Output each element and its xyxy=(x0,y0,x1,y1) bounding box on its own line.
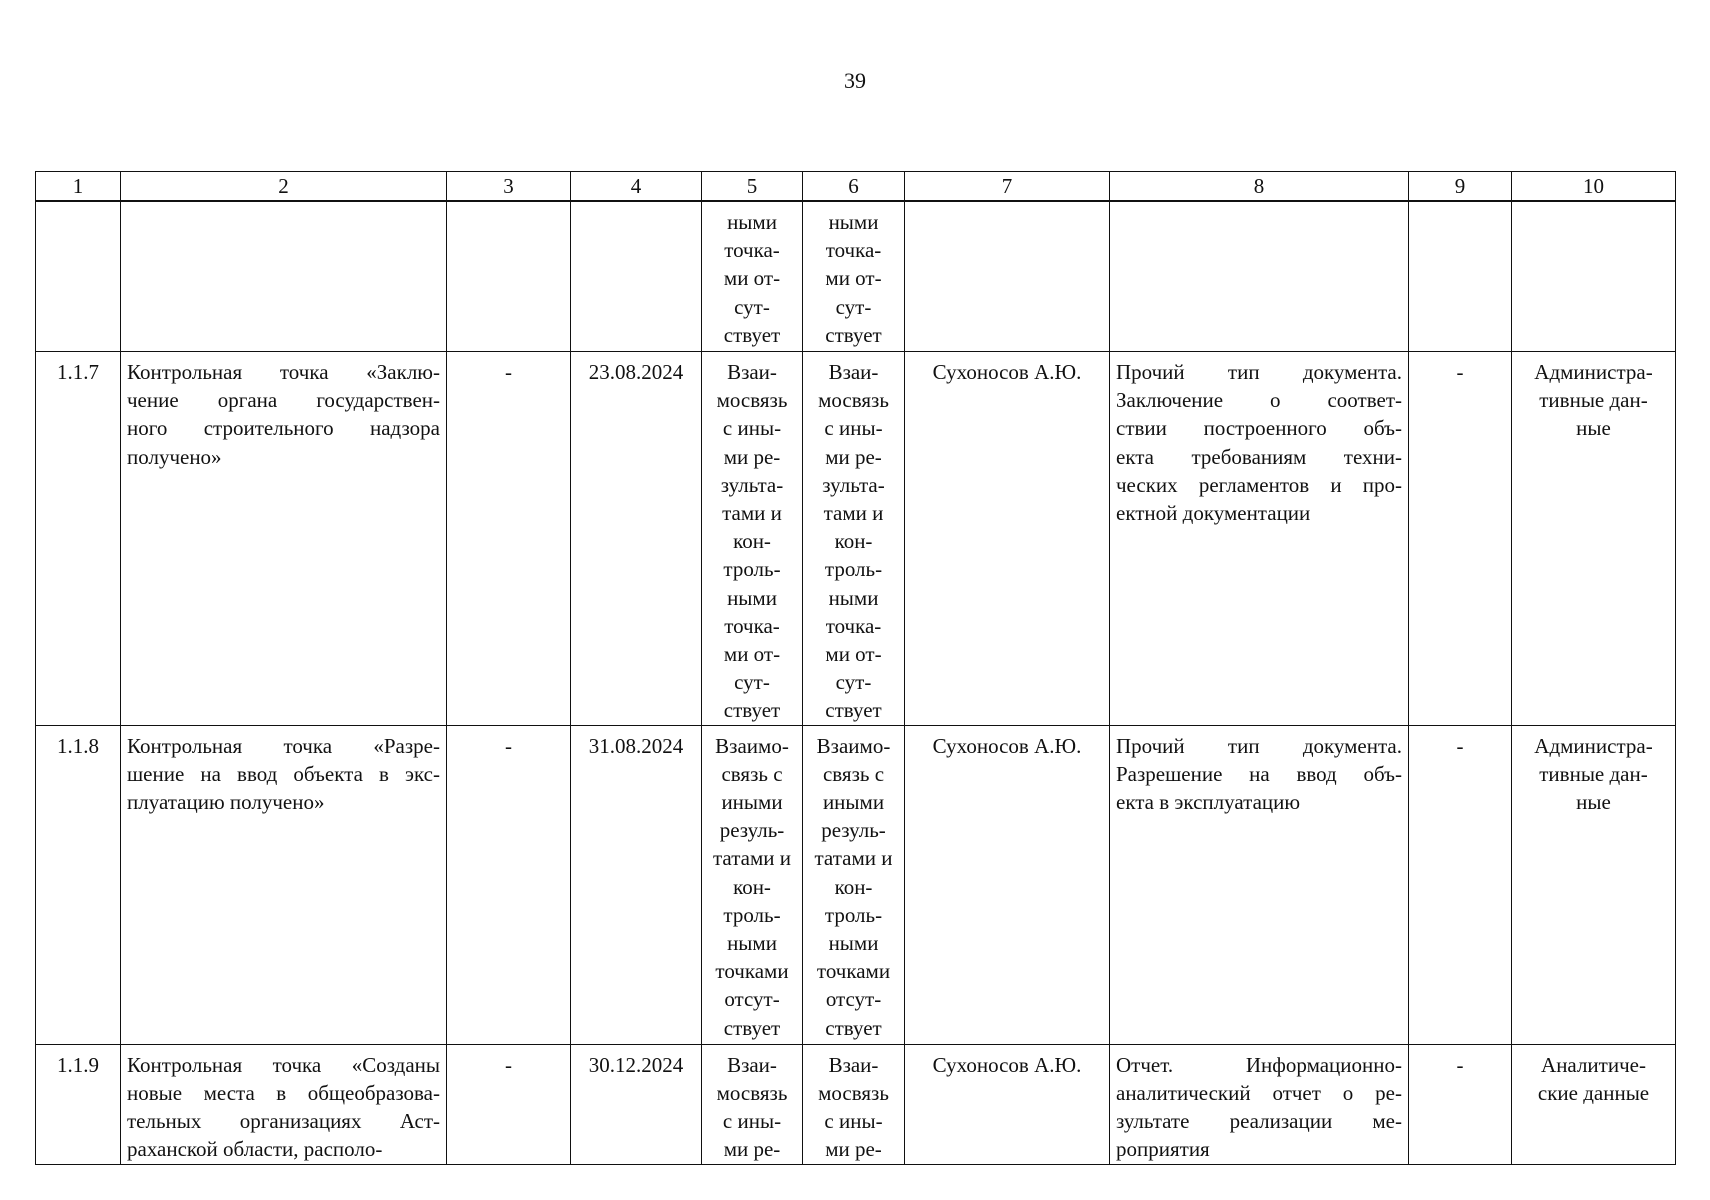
text-line: ми от- xyxy=(723,266,781,291)
text-line: зульта- xyxy=(822,472,885,497)
document-type-cell xyxy=(1110,201,1409,352)
date-cell: 31.08.2024 xyxy=(571,725,702,1044)
text-line: резуль- xyxy=(719,818,785,843)
row-number-cell: 1.1.9 xyxy=(36,1044,121,1164)
text-line: ствует xyxy=(723,698,781,723)
text-line: роприятия xyxy=(1116,1137,1210,1162)
text-line: Разрешение на ввод объ- xyxy=(1116,761,1402,786)
text-line: зультате реализации ме- xyxy=(1116,1109,1402,1134)
text-line: ствии построенного объ- xyxy=(1116,416,1402,441)
relation-cell-6 xyxy=(803,725,905,1044)
document-type-cell xyxy=(1110,725,1409,1044)
text-line: Взаи- xyxy=(727,1052,777,1077)
text-line: сут- xyxy=(835,294,872,319)
table-row xyxy=(36,725,1676,1044)
text-line: ми от- xyxy=(723,642,781,667)
text-line: ными xyxy=(727,585,777,610)
text-line: ствует xyxy=(825,322,882,347)
text-line: Взаи- xyxy=(828,1052,879,1077)
text-line: отсут- xyxy=(825,987,882,1012)
text-line: ми ре- xyxy=(825,1137,882,1162)
relation-cell-6 xyxy=(803,1044,905,1164)
text-line: кон- xyxy=(733,529,771,554)
date-cell: 30.12.2024 xyxy=(571,1044,702,1164)
column-header: 10 xyxy=(1512,172,1676,202)
row-number-cell: 1.1.7 xyxy=(36,352,121,726)
text-line: раханской области, располо- xyxy=(127,1137,383,1162)
column-9-cell xyxy=(1409,201,1512,352)
text-line: мосвязь xyxy=(716,1080,788,1105)
text-line: сут- xyxy=(734,294,770,319)
text-line: ными xyxy=(828,210,879,234)
document-type-cell xyxy=(1110,1044,1409,1164)
text-line: ного строительного надзора xyxy=(127,416,440,441)
text-line: ствует xyxy=(723,1015,781,1040)
text-line: шение на ввод объекта в экс- xyxy=(127,761,440,786)
text-line: екта требованиям техни- xyxy=(1116,444,1402,469)
control-point-name-cell xyxy=(121,1044,447,1164)
text-line: ми от- xyxy=(825,642,882,667)
text-line: ми от- xyxy=(825,266,882,291)
relation-cell-5 xyxy=(702,1044,803,1164)
text-line: ствует xyxy=(825,698,882,723)
relation-cell-5 xyxy=(702,725,803,1044)
row-number-cell: 1.1.8 xyxy=(36,725,121,1044)
responsible-cell xyxy=(905,201,1110,352)
table-body xyxy=(36,201,1676,1164)
text-line: Взаимо- xyxy=(816,733,891,758)
table-row xyxy=(36,352,1676,726)
text-line: Контрольная точка «Заклю- xyxy=(127,360,440,384)
text-line: иными xyxy=(721,790,783,815)
text-line: Отчет. Информационно- xyxy=(1116,1052,1402,1077)
text-line: Администра- xyxy=(1534,733,1653,758)
text-line: Взаимо- xyxy=(715,733,789,758)
text-line: получено» xyxy=(127,444,222,469)
column-header: 5 xyxy=(702,172,803,202)
text-line: отсут- xyxy=(724,987,780,1012)
text-line: тельных организациях Аст- xyxy=(127,1109,440,1134)
text-line: точка- xyxy=(825,238,882,263)
text-line: мосвязь xyxy=(716,388,788,413)
text-line: троль- xyxy=(824,902,883,927)
text-line: кон- xyxy=(834,529,873,554)
control-point-name-cell xyxy=(121,352,447,726)
column-number-row xyxy=(36,172,1676,202)
data-source-cell xyxy=(1512,352,1676,726)
text-line: точка- xyxy=(724,238,780,263)
column-header: 9 xyxy=(1409,172,1512,202)
text-line: точка- xyxy=(825,613,882,638)
relation-cell-5 xyxy=(702,201,803,352)
text-line: тивные дан- xyxy=(1539,388,1648,413)
text-line: связь с xyxy=(822,761,885,786)
responsible-cell: Сухоносов А.Ю. xyxy=(905,725,1110,1044)
text-line: троль- xyxy=(824,557,883,582)
text-line: ствует xyxy=(825,1015,882,1040)
text-line: кон- xyxy=(834,874,873,899)
text-line: с ины- xyxy=(824,416,883,441)
row-number-cell xyxy=(36,201,121,352)
text-line: чение органа государствен- xyxy=(127,388,440,413)
column-3-cell: - xyxy=(447,725,571,1044)
column-9-cell: - xyxy=(1409,725,1512,1044)
text-line: с ины- xyxy=(722,1109,782,1134)
control-point-name-cell xyxy=(121,725,447,1044)
responsible-cell: Сухоносов А.Ю. xyxy=(905,352,1110,726)
control-point-name-cell xyxy=(121,201,447,352)
text-line: резуль- xyxy=(821,818,886,843)
text-line: сут- xyxy=(835,670,872,695)
text-line: иными xyxy=(822,790,885,815)
text-line: кон- xyxy=(733,874,771,899)
table-row xyxy=(36,201,1676,352)
text-line: троль- xyxy=(723,557,781,582)
text-line: Взаи- xyxy=(828,360,879,384)
text-line: ми ре- xyxy=(723,1137,781,1162)
column-header: 1 xyxy=(36,172,121,202)
data-source-cell xyxy=(1512,201,1676,352)
column-header: 7 xyxy=(905,172,1110,202)
text-line: сут- xyxy=(734,670,770,695)
text-line: татами и xyxy=(814,846,893,871)
text-line: ми ре- xyxy=(723,444,781,469)
text-line: Контрольная точка «Созданы xyxy=(127,1052,440,1077)
text-line: ные xyxy=(1576,790,1611,815)
column-header: 6 xyxy=(803,172,905,202)
text-line: точками xyxy=(715,959,789,984)
column-header: 4 xyxy=(571,172,702,202)
text-line: ными xyxy=(727,931,777,956)
document-type-cell xyxy=(1110,352,1409,726)
text-line: екта в эксплуатацию xyxy=(1116,790,1301,815)
text-line: ствует xyxy=(723,322,781,347)
text-line: Аналитиче- xyxy=(1541,1052,1646,1077)
date-cell xyxy=(571,201,702,352)
table-row xyxy=(36,1044,1676,1164)
relation-cell-5 xyxy=(702,352,803,726)
responsible-cell: Сухоносов А.Ю. xyxy=(905,1044,1110,1164)
text-line: зульта- xyxy=(720,472,784,497)
page-number: 39 xyxy=(844,68,866,93)
text-line: троль- xyxy=(723,902,781,927)
date-cell: 23.08.2024 xyxy=(571,352,702,726)
text-line: Прочий тип документа. xyxy=(1116,733,1402,758)
text-line: связь с xyxy=(721,761,783,786)
column-3-cell: - xyxy=(447,1044,571,1164)
text-line: тами и xyxy=(823,501,884,526)
text-line: ные xyxy=(1576,416,1611,441)
column-header: 8 xyxy=(1110,172,1409,202)
column-9-cell: - xyxy=(1409,352,1512,726)
column-header: 3 xyxy=(447,172,571,202)
text-line: с ины- xyxy=(824,1109,883,1134)
text-line: Прочий тип документа. xyxy=(1116,360,1402,384)
column-3-cell: - xyxy=(447,352,571,726)
data-source-cell xyxy=(1512,1044,1676,1164)
column-3-cell xyxy=(447,201,571,352)
text-line: ными xyxy=(828,585,879,610)
text-line: мосвязь xyxy=(818,1080,889,1105)
text-line: новые места в общеобразова- xyxy=(127,1080,440,1105)
text-line: аналитический отчет о ре- xyxy=(1116,1080,1402,1105)
text-line: Взаи- xyxy=(727,360,777,384)
text-line: ными xyxy=(727,210,777,234)
text-line: ными xyxy=(828,931,879,956)
text-line: точками xyxy=(816,959,891,984)
relation-cell-6 xyxy=(803,352,905,726)
text-line: точка- xyxy=(724,613,780,638)
data-source-cell xyxy=(1512,725,1676,1044)
text-line: татами и xyxy=(713,846,791,871)
text-line: Заключение о соответ- xyxy=(1116,388,1402,413)
relation-cell-6 xyxy=(803,201,905,352)
column-header: 2 xyxy=(121,172,447,202)
column-9-cell: - xyxy=(1409,1044,1512,1164)
text-line: ческих регламентов и про- xyxy=(1116,472,1402,497)
text-line: Администра- xyxy=(1534,360,1653,384)
text-line: ми ре- xyxy=(825,444,882,469)
text-line: ектной документации xyxy=(1116,501,1311,526)
text-line: ские данные xyxy=(1537,1080,1650,1105)
plan-table xyxy=(35,171,1676,1165)
text-line: мосвязь xyxy=(818,388,889,413)
text-line: Контрольная точка «Разре- xyxy=(127,733,440,758)
text-line: с ины- xyxy=(722,416,782,441)
text-line: плуатацию получено» xyxy=(127,790,325,815)
text-line: тивные дан- xyxy=(1539,761,1648,786)
text-line: тами и xyxy=(722,501,782,526)
